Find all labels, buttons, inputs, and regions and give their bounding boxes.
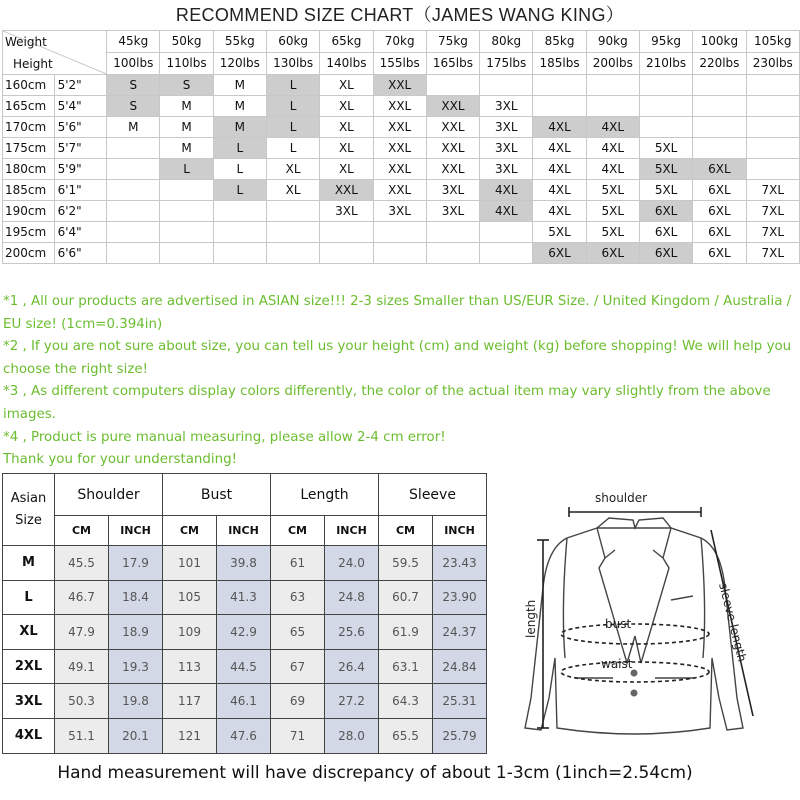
size-cell: 7XL — [746, 180, 799, 201]
size-chart-row — [3, 96, 800, 117]
size-cell — [746, 159, 799, 180]
inch-value-cell: 20.1 — [109, 718, 163, 753]
weight-kg-label: 75kg — [427, 31, 479, 53]
cm-value-cell: 46.7 — [55, 580, 109, 615]
size-label-cell: 3XL — [3, 684, 55, 719]
diagram-waist-label: waist — [601, 657, 633, 671]
cm-value-cell: 47.9 — [55, 615, 109, 650]
bust-header: Bust — [163, 474, 271, 516]
size-cell: M — [160, 117, 213, 138]
cm-value-cell: 64.3 — [379, 684, 433, 719]
size-cell — [373, 243, 426, 264]
size-cell: S — [160, 75, 213, 96]
size-cell: XXL — [426, 138, 479, 159]
size-cell: XXL — [373, 75, 426, 96]
size-cell — [426, 75, 479, 96]
inch-value-cell: 46.1 — [217, 684, 271, 719]
size-cell — [213, 222, 266, 243]
size-cell: 3XL — [480, 117, 533, 138]
weight-lbs-label: 185lbs — [539, 56, 580, 70]
weight-header-2 — [213, 31, 266, 75]
size-cell — [160, 222, 213, 243]
cm-value-cell: 109 — [163, 615, 217, 650]
weight-kg-label: 85kg — [533, 31, 585, 53]
measurement-table — [2, 473, 487, 754]
size-cell: 6XL — [639, 201, 692, 222]
size-cell: M — [213, 75, 266, 96]
weight-lbs-label: 130lbs — [273, 56, 314, 70]
size-cell — [693, 138, 746, 159]
height-inch-cell: 6'4" — [54, 222, 107, 243]
size-cell — [107, 243, 160, 264]
measurement-row — [3, 684, 487, 719]
size-cell — [480, 243, 533, 264]
size-cell — [160, 243, 213, 264]
asian-size-header — [3, 474, 55, 546]
size-cell — [320, 243, 373, 264]
size-cell — [480, 75, 533, 96]
length-inch-header: INCH — [325, 516, 379, 546]
size-cell — [160, 180, 213, 201]
weight-kg-label: 105kg — [747, 31, 799, 53]
size-chart-row — [3, 117, 800, 138]
shoulder-inch-header: INCH — [109, 516, 163, 546]
height-header-label: Height — [13, 57, 53, 71]
diagram-length-label: length — [524, 599, 538, 638]
measurement-row — [3, 649, 487, 684]
inch-value-cell: 24.8 — [325, 580, 379, 615]
size-cell: XL — [320, 138, 373, 159]
size-cell: 4XL — [480, 180, 533, 201]
weight-lbs-label: 140lbs — [326, 56, 367, 70]
cm-value-cell: 60.7 — [379, 580, 433, 615]
weight-header-4 — [320, 31, 373, 75]
size-label-cell: L — [3, 580, 55, 615]
size-cell — [160, 201, 213, 222]
size-cell — [480, 222, 533, 243]
size-cell: XXL — [373, 96, 426, 117]
cm-value-cell: 113 — [163, 649, 217, 684]
size-cell: 4XL — [533, 117, 586, 138]
weight-header-label: Weight — [5, 35, 47, 49]
size-cell: M — [213, 96, 266, 117]
size-cell — [693, 117, 746, 138]
size-cell: 6XL — [693, 180, 746, 201]
inch-value-cell: 17.9 — [109, 546, 163, 581]
bust-cm-header: CM — [163, 516, 217, 546]
size-cell: 6XL — [693, 243, 746, 264]
size-cell: XXL — [426, 159, 479, 180]
weight-header-11 — [693, 31, 746, 75]
size-cell: 6XL — [693, 159, 746, 180]
size-cell: L — [266, 138, 319, 159]
size-cell — [639, 117, 692, 138]
size-cell — [746, 117, 799, 138]
size-cell: L — [266, 96, 319, 117]
cm-value-cell: 101 — [163, 546, 217, 581]
height-inch-cell: 6'2" — [54, 201, 107, 222]
weight-kg-label: 100kg — [693, 31, 745, 53]
weight-height-header — [3, 31, 107, 75]
height-cm-cell: 190cm — [3, 201, 55, 222]
jacket-outline — [525, 528, 743, 734]
size-cell — [213, 201, 266, 222]
size-cell: 3XL — [426, 180, 479, 201]
weight-kg-label: 65kg — [320, 31, 372, 53]
size-cell — [586, 75, 639, 96]
height-inch-cell: 6'1" — [54, 180, 107, 201]
weight-lbs-label: 155lbs — [379, 56, 420, 70]
height-inch-cell: 5'2" — [54, 75, 107, 96]
size-cell — [107, 222, 160, 243]
size-cell: 4XL — [586, 138, 639, 159]
measurement-row — [3, 580, 487, 615]
cm-value-cell: 65.5 — [379, 718, 433, 753]
size-cell: 7XL — [746, 243, 799, 264]
cm-value-cell: 67 — [271, 649, 325, 684]
size-cell: 4XL — [480, 201, 533, 222]
size-notes — [3, 291, 798, 472]
size-cell: 5XL — [639, 180, 692, 201]
weight-kg-label: 50kg — [160, 31, 212, 53]
weight-lbs-label: 100lbs — [113, 56, 154, 70]
size-cell — [586, 96, 639, 117]
height-cm-cell: 170cm — [3, 117, 55, 138]
size-cell — [639, 75, 692, 96]
inch-value-cell: 39.8 — [217, 546, 271, 581]
size-cell: L — [213, 180, 266, 201]
size-cell — [320, 222, 373, 243]
size-cell: 7XL — [746, 201, 799, 222]
height-inch-cell: 5'4" — [54, 96, 107, 117]
note-2: *2 , If you are not sure about size, you can tell us your height (cm) and weight (kg) before shopping! We will help you choose the right size! — [3, 339, 792, 377]
size-cell — [107, 180, 160, 201]
inch-value-cell: 24.0 — [325, 546, 379, 581]
size-cell: 6XL — [693, 201, 746, 222]
inch-value-cell: 23.90 — [433, 580, 487, 615]
size-cell: 5XL — [586, 201, 639, 222]
weight-header-9 — [586, 31, 639, 75]
weight-kg-label: 95kg — [640, 31, 692, 53]
size-cell: 5XL — [533, 222, 586, 243]
weight-kg-label: 45kg — [107, 31, 159, 53]
size-cell — [693, 75, 746, 96]
note-thanks: Thank you for your understanding! — [3, 452, 237, 468]
size-cell — [533, 96, 586, 117]
size-cell: 4XL — [533, 138, 586, 159]
measurement-row — [3, 546, 487, 581]
size-cell: 6XL — [533, 243, 586, 264]
footnote: Hand measurement will have discrepancy of about 1-3cm (1inch=2.54cm) — [57, 763, 693, 783]
size-chart-table — [2, 30, 800, 264]
note-4: *4 , Product is pure manual measuring, please allow 2-4 cm error! — [3, 429, 446, 445]
size-cell: 4XL — [586, 117, 639, 138]
cm-value-cell: 63 — [271, 580, 325, 615]
length-header: Length — [271, 474, 379, 516]
size-cell — [107, 201, 160, 222]
cm-value-cell: 50.3 — [55, 684, 109, 719]
size-cell: XL — [320, 159, 373, 180]
size-cell: XXL — [426, 96, 479, 117]
size-cell: 4XL — [586, 159, 639, 180]
asian-size-header-line1: Asian — [10, 490, 47, 506]
inch-value-cell: 18.9 — [109, 615, 163, 650]
size-cell: 7XL — [746, 222, 799, 243]
height-inch-cell: 5'6" — [54, 117, 107, 138]
size-cell: 3XL — [480, 96, 533, 117]
size-cell — [693, 96, 746, 117]
size-chart-row — [3, 243, 800, 264]
shoulder-cm-header: CM — [55, 516, 109, 546]
size-cell: 3XL — [426, 201, 479, 222]
cm-value-cell: 49.1 — [55, 649, 109, 684]
size-cell — [266, 201, 319, 222]
inch-value-cell: 47.6 — [217, 718, 271, 753]
weight-kg-label: 55kg — [214, 31, 266, 53]
size-cell — [213, 243, 266, 264]
size-cell — [746, 138, 799, 159]
measurement-row — [3, 615, 487, 650]
size-cell: 3XL — [373, 201, 426, 222]
diagram-sleeve-label: sleeve length — [716, 581, 750, 664]
height-inch-cell: 5'9" — [54, 159, 107, 180]
weight-header-8 — [533, 31, 586, 75]
inch-value-cell: 26.4 — [325, 649, 379, 684]
cm-value-cell: 61 — [271, 546, 325, 581]
sleeve-header: Sleeve — [379, 474, 487, 516]
cm-value-cell: 61.9 — [379, 615, 433, 650]
size-cell: 4XL — [533, 159, 586, 180]
measurement-row — [3, 718, 487, 753]
page-title: RECOMMEND SIZE CHART（JAMES WANG KING） — [175, 5, 625, 25]
weight-header-12 — [746, 31, 799, 75]
cm-value-cell: 51.1 — [55, 718, 109, 753]
size-cell: XXL — [426, 117, 479, 138]
size-cell — [426, 243, 479, 264]
weight-header-1 — [160, 31, 213, 75]
cm-value-cell: 45.5 — [55, 546, 109, 581]
length-cm-header: CM — [271, 516, 325, 546]
inch-value-cell: 19.8 — [109, 684, 163, 719]
size-cell: XL — [266, 180, 319, 201]
size-cell: L — [213, 159, 266, 180]
weight-header-10 — [639, 31, 692, 75]
size-cell: 5XL — [586, 222, 639, 243]
size-cell: XXL — [373, 138, 426, 159]
size-chart-row — [3, 222, 800, 243]
size-cell — [107, 159, 160, 180]
size-cell — [266, 243, 319, 264]
weight-header-3 — [266, 31, 319, 75]
height-inch-cell: 5'7" — [54, 138, 107, 159]
cm-value-cell: 121 — [163, 718, 217, 753]
height-cm-cell: 195cm — [3, 222, 55, 243]
weight-lbs-label: 120lbs — [219, 56, 260, 70]
weight-lbs-label: 210lbs — [646, 56, 687, 70]
cm-value-cell: 105 — [163, 580, 217, 615]
inch-value-cell: 18.4 — [109, 580, 163, 615]
weight-header-6 — [426, 31, 479, 75]
size-cell: L — [266, 75, 319, 96]
size-chart-row — [3, 201, 800, 222]
weight-kg-label: 80kg — [480, 31, 532, 53]
size-label-cell: XL — [3, 615, 55, 650]
size-cell: L — [213, 138, 266, 159]
weight-lbs-label: 175lbs — [486, 56, 527, 70]
height-cm-cell: 185cm — [3, 180, 55, 201]
size-cell: 6XL — [639, 222, 692, 243]
weight-header-5 — [373, 31, 426, 75]
inch-value-cell: 25.31 — [433, 684, 487, 719]
size-cell: XL — [266, 159, 319, 180]
inch-value-cell: 44.5 — [217, 649, 271, 684]
inch-value-cell: 23.43 — [433, 546, 487, 581]
cm-value-cell: 71 — [271, 718, 325, 753]
diagram-bust-label: bust — [605, 617, 632, 631]
weight-kg-label: 70kg — [374, 31, 426, 53]
sleeve-cm-header: CM — [379, 516, 433, 546]
shoulder-header: Shoulder — [55, 474, 163, 516]
size-cell: XXL — [373, 159, 426, 180]
inch-value-cell: 24.37 — [433, 615, 487, 650]
size-chart-row — [3, 159, 800, 180]
bust-inch-header: INCH — [217, 516, 271, 546]
size-cell: M — [213, 117, 266, 138]
jacket-measurement-diagram — [505, 488, 795, 750]
cm-value-cell: 63.1 — [379, 649, 433, 684]
size-cell: 6XL — [586, 243, 639, 264]
cm-value-cell: 59.5 — [379, 546, 433, 581]
size-cell: XL — [320, 117, 373, 138]
diagram-shoulder-label: shoulder — [595, 491, 648, 505]
size-cell — [639, 96, 692, 117]
weight-header-0 — [107, 31, 160, 75]
size-cell: XXL — [320, 180, 373, 201]
size-cell: 5XL — [586, 180, 639, 201]
cm-value-cell: 65 — [271, 615, 325, 650]
height-cm-cell: 180cm — [3, 159, 55, 180]
height-cm-cell: 200cm — [3, 243, 55, 264]
size-cell: M — [107, 117, 160, 138]
inch-value-cell: 41.3 — [217, 580, 271, 615]
size-cell: 4XL — [533, 201, 586, 222]
sleeve-inch-header: INCH — [433, 516, 487, 546]
size-cell: 6XL — [639, 243, 692, 264]
note-3: *3 , As different computers display colors differently, the color of the actual item may vary slightly from the above images. — [3, 384, 771, 422]
size-cell: L — [160, 159, 213, 180]
size-cell: S — [107, 96, 160, 117]
bust-ellipse — [561, 624, 709, 644]
size-cell: L — [266, 117, 319, 138]
size-cell: M — [160, 138, 213, 159]
weight-kg-label: 60kg — [267, 31, 319, 53]
inch-value-cell: 24.84 — [433, 649, 487, 684]
size-cell — [746, 96, 799, 117]
size-cell: XXL — [373, 117, 426, 138]
inch-value-cell: 19.3 — [109, 649, 163, 684]
inch-value-cell: 25.79 — [433, 718, 487, 753]
size-cell — [746, 75, 799, 96]
size-chart-row — [3, 75, 800, 96]
size-cell — [373, 222, 426, 243]
size-cell: XL — [320, 75, 373, 96]
size-label-cell: 4XL — [3, 718, 55, 753]
size-chart-row — [3, 180, 800, 201]
note-1: *1 , All our products are advertised in ASIAN size!!! 2-3 sizes Smaller than US/EUR Size. / United Kingdom / Australia / EU size! (1cm=0.394in) — [3, 294, 792, 332]
size-cell: XL — [320, 96, 373, 117]
size-cell: 3XL — [480, 159, 533, 180]
size-cell: 3XL — [480, 138, 533, 159]
weight-header-7 — [480, 31, 533, 75]
inch-value-cell: 25.6 — [325, 615, 379, 650]
height-inch-cell: 6'6" — [54, 243, 107, 264]
height-cm-cell: 165cm — [3, 96, 55, 117]
size-label-cell: 2XL — [3, 649, 55, 684]
height-cm-cell: 175cm — [3, 138, 55, 159]
asian-size-header-line2: Size — [15, 512, 42, 528]
size-cell: 4XL — [533, 180, 586, 201]
size-cell: 5XL — [639, 159, 692, 180]
inch-value-cell: 42.9 — [217, 615, 271, 650]
size-cell: 3XL — [320, 201, 373, 222]
weight-kg-label: 90kg — [587, 31, 639, 53]
size-cell: 5XL — [639, 138, 692, 159]
weight-lbs-label: 200lbs — [592, 56, 633, 70]
size-cell — [426, 222, 479, 243]
cm-value-cell: 69 — [271, 684, 325, 719]
size-label-cell: M — [3, 546, 55, 581]
weight-lbs-label: 220lbs — [699, 56, 740, 70]
size-cell: S — [107, 75, 160, 96]
button-mark — [631, 690, 638, 697]
size-chart-row — [3, 138, 800, 159]
size-cell: XXL — [373, 180, 426, 201]
cm-value-cell: 117 — [163, 684, 217, 719]
size-cell — [533, 75, 586, 96]
inch-value-cell: 28.0 — [325, 718, 379, 753]
weight-lbs-label: 110lbs — [166, 56, 207, 70]
size-cell: M — [160, 96, 213, 117]
size-cell: 6XL — [693, 222, 746, 243]
size-cell — [107, 138, 160, 159]
weight-lbs-label: 165lbs — [432, 56, 474, 70]
inch-value-cell: 27.2 — [325, 684, 379, 719]
size-cell — [266, 222, 319, 243]
height-cm-cell: 160cm — [3, 75, 55, 96]
weight-lbs-label: 230lbs — [752, 56, 793, 70]
